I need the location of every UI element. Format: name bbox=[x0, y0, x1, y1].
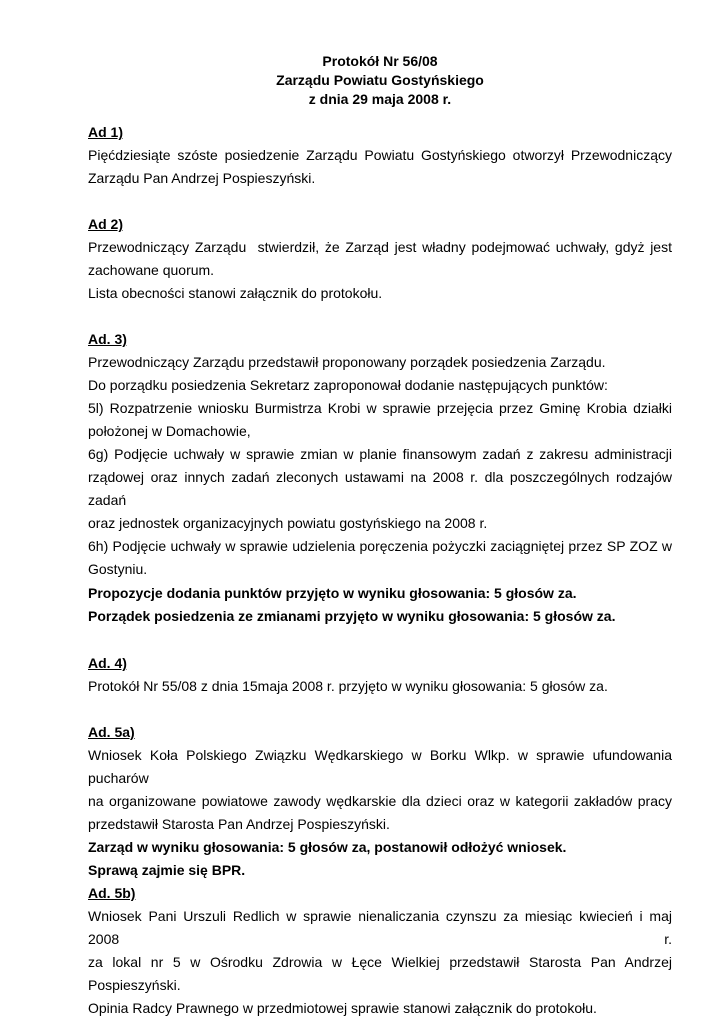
section-heading: Ad 2) bbox=[88, 216, 123, 232]
paragraph-line: rządowej oraz innych zadań zleconych ustawami na 2008 r. dla poszczególnych rodzajów zadań bbox=[88, 469, 672, 508]
paragraph-line: Przewodniczący Zarządu przedstawił proponowany porządek posiedzenia Zarządu. bbox=[88, 354, 606, 370]
title-line-1: Protokół Nr 56/08 bbox=[322, 53, 438, 69]
paragraph-line: Zarządu Pan Andrzej Pospieszyński. bbox=[88, 170, 316, 186]
paragraph-line: Przewodniczący Zarządu stwierdził, że Zarząd jest władny podejmować uchwały, gdyż jest bbox=[88, 239, 672, 255]
protocol-title bbox=[88, 52, 672, 109]
paragraph-line: na organizowane powiatowe zawody wędkarskie dla dzieci oraz w kategorii zakładów pracy bbox=[88, 793, 672, 809]
paragraph-line: 5l) Rozpatrzenie wniosku Burmistrza Krobi w sprawie przejęcia przez Gminę Krobia działki bbox=[88, 400, 672, 416]
paragraph-line: za lokal nr 5 w Ośrodku Zdrowia w Łęce Wielkiej przedstawił Starosta Pan Andrzej Pospieszyński. bbox=[88, 954, 672, 993]
section-heading: Ad. 5b) bbox=[88, 885, 136, 901]
vote-result: Porządek posiedzenia ze zmianami przyjęto w wyniku głosowania: 5 głosów za. bbox=[88, 608, 616, 624]
paragraph-line: Pięćdziesiąte szóste posiedzenie Zarządu Powiatu Gostyńskiego otworzył Przewodniczący bbox=[88, 147, 672, 163]
vote-result: Propozycje dodania punktów przyjęto w wyniku głosowania: 5 głosów za. bbox=[88, 585, 577, 601]
paragraph-line: Wniosek Koła Polskiego Związku Wędkarskiego w Borku Wlkp. w sprawie ufundowania pucharów bbox=[88, 747, 672, 786]
title-line-2: Zarządu Powiatu Gostyńskiego bbox=[276, 72, 484, 88]
paragraph-line: Protokół Nr 55/08 z dnia 15maja 2008 r. przyjęto w wyniku głosowania: 5 głosów za. bbox=[88, 678, 608, 694]
ad3-votes bbox=[88, 582, 672, 628]
decision-line: Sprawą zajmie się BPR. bbox=[88, 862, 246, 878]
paragraph-line: Wniosek Pani Urszuli Redlich w sprawie nienaliczania czynszu za miesiąc kwiecień i maj 2008 r. bbox=[88, 908, 672, 947]
section-ad4 bbox=[88, 652, 672, 698]
paragraph-line: oraz jednostek organizacyjnych powiatu gostyńskiego na 2008 r. bbox=[88, 515, 488, 531]
section-ad2 bbox=[88, 213, 672, 305]
section-ad5a bbox=[88, 721, 672, 882]
section-heading: Ad. 4) bbox=[88, 655, 127, 671]
paragraph-line: Do porządku posiedzenia Sekretarz zaproponował dodanie następujących punktów: bbox=[88, 377, 608, 393]
section-heading: Ad 1) bbox=[88, 124, 123, 140]
paragraph-line: Lista obecności stanowi załącznik do protokołu. bbox=[88, 285, 383, 301]
decision-line: Zarząd w wyniku głosowania: 5 głosów za, postanowił odłożyć wniosek. bbox=[88, 839, 567, 855]
paragraph-line: zachowane quorum. bbox=[88, 262, 215, 278]
section-heading: Ad. 3) bbox=[88, 331, 127, 347]
paragraph-line: Opinia Radcy Prawnego w przedmiotowej sprawie stanowi załącznik do protokołu. bbox=[88, 1000, 597, 1016]
paragraph-line: 6h) Podjęcie uchwały w sprawie udzielenia poręczenia pożyczki zaciągniętej przez SP ZOZ w bbox=[88, 538, 672, 554]
paragraph-line: przedstawił Starosta Pan Andrzej Pospieszyński. bbox=[88, 816, 390, 832]
section-heading: Ad. 5a) bbox=[88, 724, 135, 740]
paragraph-line: 6g) Podjęcie uchwały w sprawie zmian w planie finansowym zadań z zakresu administracji bbox=[88, 446, 672, 462]
section-ad1 bbox=[88, 121, 672, 190]
section-ad3 bbox=[88, 328, 672, 581]
paragraph-line: Gostyniu. bbox=[88, 561, 148, 577]
paragraph-line: położonej w Domachowie, bbox=[88, 423, 251, 439]
title-line-3: z dnia 29 maja 2008 r. bbox=[308, 91, 452, 107]
section-ad5b bbox=[88, 882, 672, 1020]
